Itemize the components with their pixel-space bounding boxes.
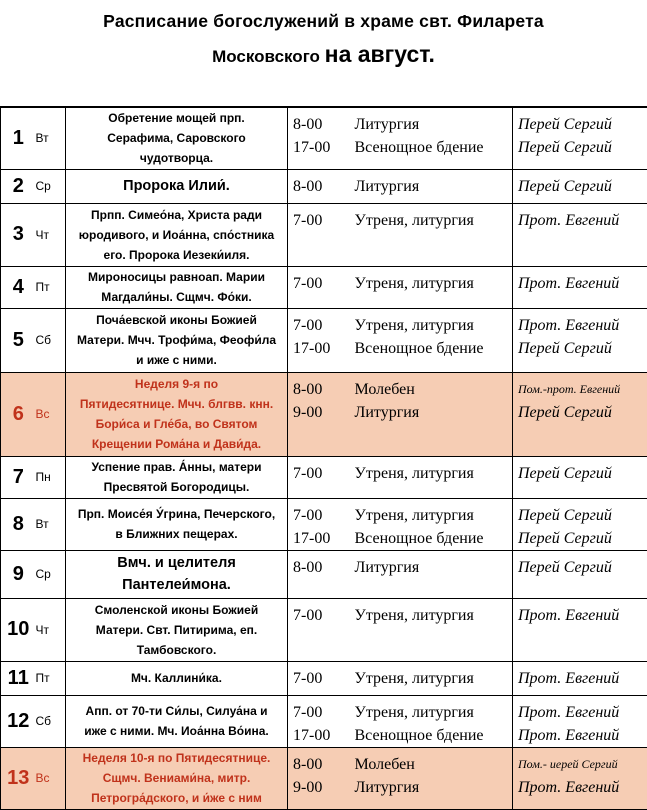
service-cell [355,266,513,308]
feast-line: Апп. от 70-ти Си́лы, Силуа́на и [66,701,287,721]
table-row [1,372,647,456]
clergy-cell [513,661,647,695]
feast-line: иже с ними. Мч. Иоа́нна Во́ина. [66,721,287,741]
service-cell [355,203,513,266]
feast-cell [66,456,288,498]
feast-line: его. Пророка Иезеки́иля. [66,245,287,265]
feast-line: Магдали́ны. Сщмч. Фо́ки. [66,287,287,307]
feast-line: Тамбовского. [66,640,287,660]
clergy-name: Перей Сергий [518,401,647,424]
feast-line: Обретение мощей прп. [66,108,287,128]
clergy-name: Перей Сергий [518,527,647,550]
feast-line: Пророка Илии́. [66,175,287,197]
day-number: 13 [1,747,36,809]
day-of-week: Пт [36,661,66,695]
schedule-table [0,106,647,810]
feast-line: Прп. Moисе́я У́грина, Печерского, [66,504,287,524]
day-number: 8 [1,498,36,550]
clergy-name: Перей Сергий [518,504,647,527]
service-time: 8-00 [293,175,355,198]
table-row [1,695,647,747]
time-cell [288,661,355,695]
subtitle-part-2: на август. [325,41,435,67]
day-of-week: Пн [36,456,66,498]
clergy-name: Прот. Евгений [518,776,647,799]
service-name: Утреня, литургия [355,272,513,295]
day-number: 1 [1,107,36,169]
time-cell [288,498,355,550]
day-number: 7 [1,456,36,498]
service-name: Утреня, литургия [355,667,513,690]
feast-line: Пресвятой Богородицы. [66,477,287,497]
service-cell [355,498,513,550]
time-cell [288,266,355,308]
clergy-cell [513,550,647,598]
clergy-cell [513,695,647,747]
feast-line: Петрогра́дского, и и́же с ним [66,788,287,808]
clergy-name: Пом.- иерей Сергий [518,753,647,776]
day-number: 12 [1,695,36,747]
service-time: 7-00 [293,314,355,337]
feast-line: Поча́евской иконы Божией [66,310,287,330]
service-time: 17-00 [293,527,355,550]
day-number: 2 [1,169,36,203]
service-time: 9-00 [293,401,355,424]
service-name: Утреня, литургия [355,504,513,527]
clergy-name: Пом.-прот. Евгений [518,378,647,401]
service-name: Утреня, литургия [355,701,513,724]
clergy-cell [513,372,647,456]
service-name: Утреня, литургия [355,462,513,485]
time-cell [288,107,355,169]
service-name: Всенощное бдение [355,337,513,360]
feast-cell [66,598,288,661]
feast-line: Матери. Свт. Питирима, еп. [66,620,287,640]
day-of-week: Ср [36,550,66,598]
day-number: 9 [1,550,36,598]
clergy-name: Перей Сергий [518,556,647,579]
service-time: 7-00 [293,604,355,627]
day-of-week: Вт [36,107,66,169]
clergy-cell [513,107,647,169]
service-cell [355,107,513,169]
day-of-week: Ср [36,169,66,203]
clergy-name: Прот. Евгений [518,604,647,627]
clergy-name: Прот. Евгений [518,272,647,295]
day-of-week: Чт [36,598,66,661]
clergy-cell [513,598,647,661]
feast-line: чудотворца. [66,148,287,168]
feast-line: Пятидесятнице. Мчч. блгвв. кнн. [66,394,287,414]
feast-line: и иже с ними. [66,350,287,370]
clergy-name: Прот. Евгений [518,724,647,747]
feast-cell [66,308,288,372]
feast-line: Пантелеи́мона. [66,574,287,596]
clergy-name: Прот. Евгений [518,701,647,724]
service-time: 7-00 [293,462,355,485]
service-cell [355,661,513,695]
service-time: 8-00 [293,113,355,136]
service-name: Молебен [355,378,513,401]
clergy-name: Прот. Евгений [518,667,647,690]
clergy-cell [513,308,647,372]
table-row [1,308,647,372]
service-cell [355,372,513,456]
feast-line: Неделя 10-я по Пятидесятнице. [66,748,287,768]
service-name: Литургия [355,401,513,424]
feast-line: Крещении Рома́на и Дави́да. [66,434,287,454]
feast-cell [66,107,288,169]
clergy-name: Перей Сергий [518,113,647,136]
feast-line: Сщмч. Вениами́на, митр. [66,768,287,788]
service-cell [355,308,513,372]
table-row [1,498,647,550]
feast-line: Матери. Мчч. Трофи́ма, Феофи́ла [66,330,287,350]
service-cell [355,456,513,498]
day-number: 10 [1,598,36,661]
table-row [1,598,647,661]
subtitle-part-1: Московского [212,47,320,66]
service-time: 17-00 [293,136,355,159]
page-subtitle [0,41,647,68]
feast-line: Мироносицы равноап. Марии [66,267,287,287]
time-cell [288,372,355,456]
day-of-week: Сб [36,308,66,372]
feast-line: Серафима, Саровского [66,128,287,148]
clergy-cell [513,266,647,308]
service-name: Литургия [355,776,513,799]
day-of-week: Вс [36,747,66,809]
feast-line: Мч. Каллини́ка. [66,668,287,688]
service-time: 8-00 [293,753,355,776]
feast-cell [66,169,288,203]
service-name: Литургия [355,113,513,136]
time-cell [288,598,355,661]
service-time: 7-00 [293,209,355,232]
time-cell [288,308,355,372]
feast-cell [66,203,288,266]
day-number: 5 [1,308,36,372]
page-title: Расписание богослужений в храме свт. Филарета [0,11,647,32]
table-row [1,550,647,598]
time-cell [288,456,355,498]
service-cell [355,550,513,598]
clergy-name: Прот. Евгений [518,209,647,232]
service-name: Литургия [355,175,513,198]
table-row [1,661,647,695]
feast-line: юродивого, и Иоа́нна, спо́стника [66,225,287,245]
day-of-week: Вт [36,498,66,550]
service-time: 8-00 [293,378,355,401]
time-cell [288,695,355,747]
service-cell [355,598,513,661]
feast-line: Бори́са и Гле́ба, во Святом [66,414,287,434]
service-name: Молебен [355,753,513,776]
service-name: Утреня, литургия [355,604,513,627]
service-name: Всенощное бдение [355,136,513,159]
table-row [1,203,647,266]
day-of-week: Сб [36,695,66,747]
feast-line: Неделя 9-я по [66,374,287,394]
service-cell [355,695,513,747]
feast-cell [66,695,288,747]
table-row [1,169,647,203]
service-cell [355,169,513,203]
feast-line: Вмч. и целителя [66,552,287,574]
service-time: 7-00 [293,667,355,690]
service-time: 7-00 [293,504,355,527]
clergy-name: Перей Сергий [518,175,647,198]
clergy-name: Перей Сергий [518,462,647,485]
service-time: 7-00 [293,272,355,295]
feast-cell [66,498,288,550]
feast-cell [66,661,288,695]
service-name: Утреня, литургия [355,209,513,232]
service-time: 7-00 [293,701,355,724]
clergy-cell [513,169,647,203]
clergy-name: Перей Сергий [518,136,647,159]
day-of-week: Пт [36,266,66,308]
clergy-name: Перей Сергий [518,337,647,360]
day-number: 4 [1,266,36,308]
table-row [1,107,647,169]
time-cell [288,550,355,598]
service-name: Всенощное бдение [355,724,513,747]
table-row [1,456,647,498]
feast-line: в Ближних пещерах. [66,524,287,544]
day-of-week: Чт [36,203,66,266]
clergy-name: Прот. Евгений [518,314,647,337]
day-number: 3 [1,203,36,266]
time-cell [288,169,355,203]
day-number: 6 [1,372,36,456]
service-time: 9-00 [293,776,355,799]
feast-line: Успение прав. А́нны, матери [66,457,287,477]
service-time: 8-00 [293,556,355,579]
clergy-cell [513,456,647,498]
feast-cell [66,372,288,456]
day-number: 11 [1,661,36,695]
time-cell [288,203,355,266]
feast-line: Прпп. Симео́на, Христа ради [66,205,287,225]
service-name: Всенощное бдение [355,527,513,550]
clergy-cell [513,203,647,266]
service-name: Литургия [355,556,513,579]
service-time: 17-00 [293,337,355,360]
feast-line: Смоленской иконы Божией [66,600,287,620]
feast-cell [66,550,288,598]
clergy-cell [513,498,647,550]
day-of-week: Вс [36,372,66,456]
service-time: 17-00 [293,724,355,747]
feast-cell [66,266,288,308]
service-name: Утреня, литургия [355,314,513,337]
table-row [1,266,647,308]
